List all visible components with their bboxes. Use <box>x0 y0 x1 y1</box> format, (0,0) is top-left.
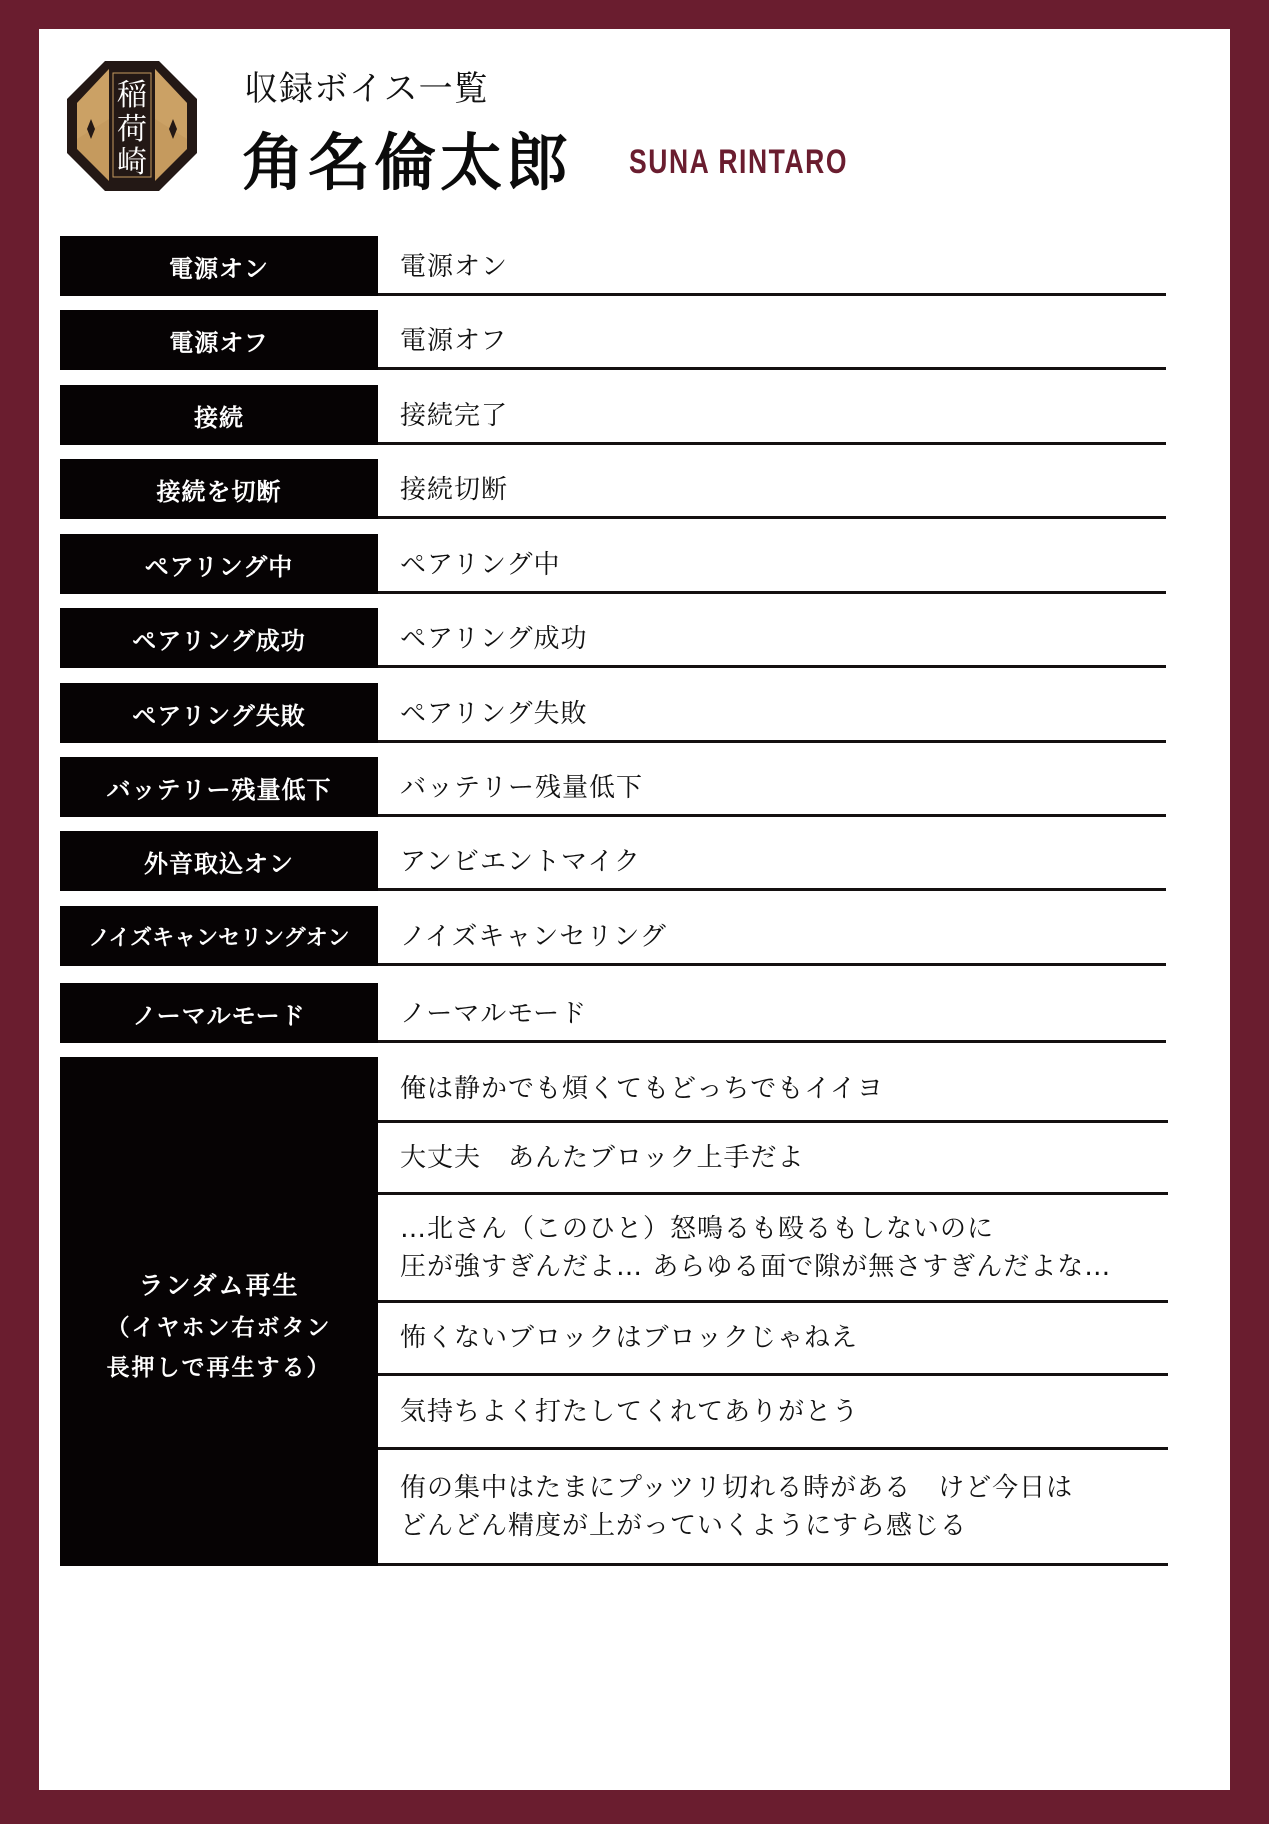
voice-line: アンビエントマイク <box>378 831 1166 891</box>
voice-row <box>60 310 1166 370</box>
voice-line: ペアリング中 <box>378 534 1166 594</box>
random-playback-label <box>60 1057 378 1566</box>
svg-text:崎: 崎 <box>117 145 147 180</box>
voice-row <box>60 608 1166 668</box>
character-romaji: SUNA RINTARO <box>629 143 849 181</box>
voice-line-text: 大丈夫 あんたブロック上手だよ <box>400 1142 805 1173</box>
voice-line-text: 圧が強すぎんだよ… あらゆる面で隙が無さすぎんだよな… <box>400 1251 1112 1282</box>
inarizaki-logo-icon <box>65 59 199 193</box>
random-label-title: ランダム再生 <box>138 1270 300 1300</box>
random-label-note: （イヤホン右ボタン <box>106 1314 332 1341</box>
voice-row <box>60 757 1166 817</box>
voice-line: ノイズキャンセリング <box>378 906 1166 966</box>
voice-row <box>60 983 1166 1043</box>
voice-trigger-label: 電源オフ <box>60 310 378 370</box>
voice-trigger-label: 電源オン <box>60 236 378 296</box>
random-playback-group <box>60 1057 1168 1566</box>
voice-line-text: 気持ちよく打たしてくれてありがとう <box>400 1396 860 1427</box>
voice-row <box>60 236 1166 296</box>
voice-trigger-label: ノーマルモード <box>60 983 378 1043</box>
svg-text:荷: 荷 <box>117 112 147 147</box>
voice-line-text: 怖くないブロックはブロックじゃねえ <box>400 1323 858 1353</box>
voice-row <box>60 683 1166 743</box>
random-voice-line <box>378 1450 1168 1566</box>
svg-text:稲: 稲 <box>117 78 147 113</box>
voice-row <box>60 385 1166 445</box>
voice-line: 電源オフ <box>378 310 1166 370</box>
voice-line: ノーマルモード <box>378 983 1166 1043</box>
voice-line-text: 侑の集中はたまにプッツリ切れる時がある けど今日は <box>400 1472 1074 1503</box>
voice-line: ペアリング失敗 <box>378 683 1166 743</box>
voice-trigger-label: 接続 <box>60 385 378 445</box>
random-label-note: 長押しで再生する） <box>106 1354 332 1381</box>
voice-trigger-label: バッテリー残量低下 <box>60 757 378 817</box>
voice-trigger-label: ノイズキャンセリングオン <box>60 906 378 966</box>
voice-row <box>60 906 1166 966</box>
page-subtitle: 収録ボイス一覧 <box>244 69 489 109</box>
voice-trigger-label: 外音取込オン <box>60 831 378 891</box>
voice-row <box>60 831 1166 891</box>
voice-line-text: …北さん（このひと）怒鳴るも殴るもしないのに <box>400 1213 995 1244</box>
voice-line: 電源オン <box>378 236 1166 296</box>
random-voice-line <box>378 1123 1168 1195</box>
voice-trigger-label: ペアリング失敗 <box>60 683 378 743</box>
voice-list-sheet <box>39 29 1230 1790</box>
voice-line-text: どんどん精度が上がっていくようにすら感じる <box>400 1510 968 1541</box>
voice-line: 接続完了 <box>378 385 1166 445</box>
voice-line-text: 俺は静かでも煩くてもどっちでもイイヨ <box>400 1073 884 1104</box>
voice-trigger-label: 接続を切断 <box>60 459 378 519</box>
voice-row <box>60 459 1166 519</box>
random-voice-line <box>378 1376 1168 1450</box>
random-voice-line <box>378 1195 1168 1303</box>
voice-line: ペアリング成功 <box>378 608 1166 668</box>
voice-line: バッテリー残量低下 <box>378 757 1166 817</box>
random-voice-line <box>378 1057 1168 1123</box>
voice-row <box>60 534 1166 594</box>
voice-trigger-label: ペアリング中 <box>60 534 378 594</box>
random-voice-line <box>378 1303 1168 1376</box>
character-name: 角名倫太郎 <box>242 126 573 199</box>
voice-trigger-label: ペアリング成功 <box>60 608 378 668</box>
voice-line: 接続切断 <box>378 459 1166 519</box>
